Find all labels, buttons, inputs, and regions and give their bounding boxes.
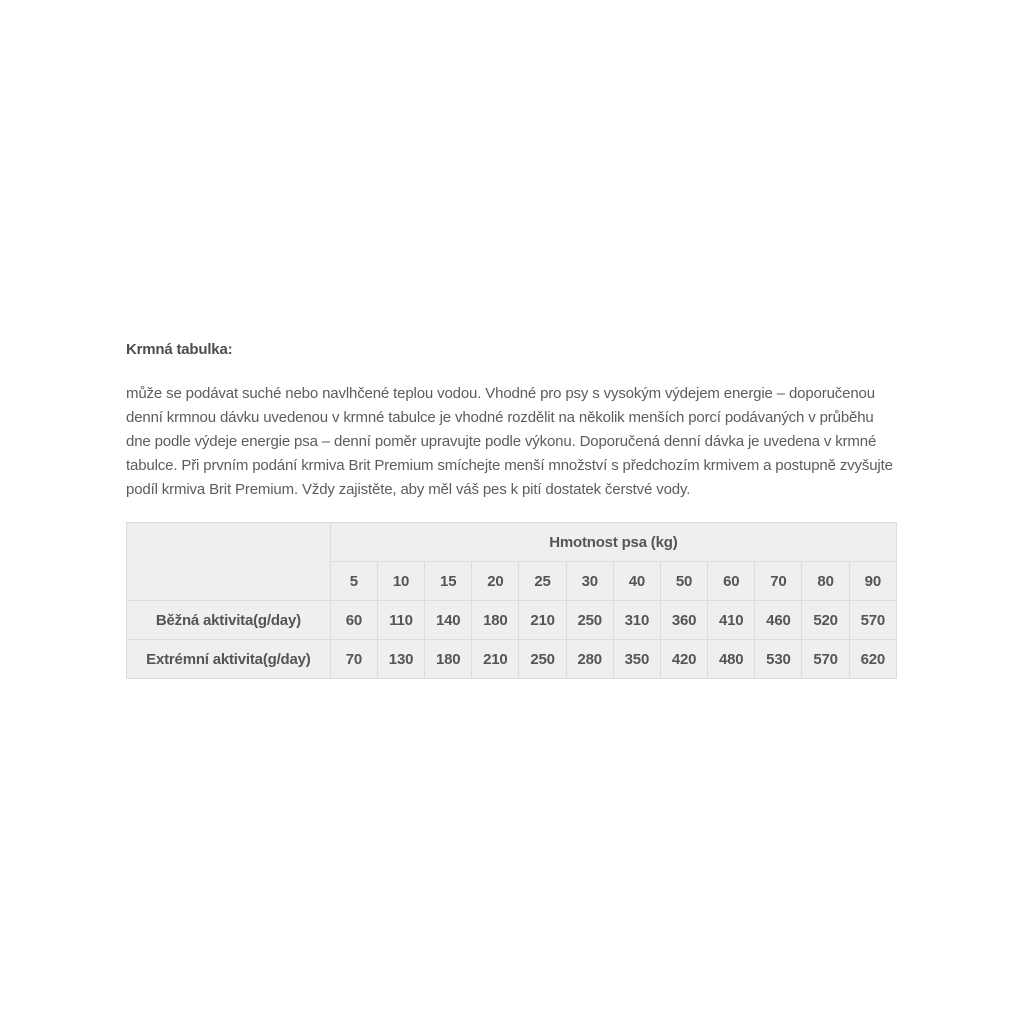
value-cell: 140 [425,601,472,640]
row-label: Extrémní aktivita(g/day) [127,640,331,679]
feeding-description: může se podávat suché nebo navlhčené teplou vodou. Vhodné pro psy s vysokým výdejem energie – doporučenou denní krmnou dávku uvedenou v krmné tabulce je vhodné rozdělit na několik menších porcí podávaných v průběhu dne podle výdeje energie psa – denní poměr upravujte podle výkonu. Doporučená denní dávka je uvedena v krmné tabulce. Při prvním podání krmiva Brit Premium smíchejte menší množství s předchozím krmivem a postupně zvyšujte podíl krmiva Brit Premium. Vždy zajistěte, aby měl váš pes k pití dostatek čerstvé vody. [126,385,893,498]
value-cell: 70 [330,640,377,679]
weight-cell: 60 [708,562,755,601]
value-cell: 210 [519,601,566,640]
value-cell: 280 [566,640,613,679]
weight-cell: 40 [613,562,660,601]
weight-cell: 20 [472,562,519,601]
feeding-section [126,338,897,679]
weight-cell: 5 [330,562,377,601]
value-cell: 210 [472,640,519,679]
value-cell: 250 [519,640,566,679]
weight-cell: 10 [377,562,424,601]
value-cell: 620 [849,640,896,679]
weight-cell: 70 [755,562,802,601]
value-cell: 180 [425,640,472,679]
weight-cell: 25 [519,562,566,601]
value-cell: 180 [472,601,519,640]
value-cell: 360 [660,601,707,640]
weight-cell: 90 [849,562,896,601]
value-cell: 570 [802,640,849,679]
table-corner-cell [127,523,331,601]
value-cell: 110 [377,601,424,640]
value-cell: 310 [613,601,660,640]
weight-cell: 30 [566,562,613,601]
value-cell: 350 [613,640,660,679]
value-cell: 520 [802,601,849,640]
value-cell: 460 [755,601,802,640]
value-cell: 60 [330,601,377,640]
value-cell: 250 [566,601,613,640]
value-cell: 570 [849,601,896,640]
table-row-extreme-activity [127,640,897,679]
value-cell: 130 [377,640,424,679]
value-cell: 410 [708,601,755,640]
feeding-table [126,522,897,679]
table-header-row [127,523,897,562]
weight-cell: 50 [660,562,707,601]
weight-header: Hmotnost psa (kg) [330,523,896,562]
row-label: Běžná aktivita(g/day) [127,601,331,640]
section-heading: Krmná tabulka: [126,341,233,358]
weight-cell: 80 [802,562,849,601]
table-row-normal-activity [127,601,897,640]
value-cell: 420 [660,640,707,679]
value-cell: 480 [708,640,755,679]
value-cell: 530 [755,640,802,679]
weight-cell: 15 [425,562,472,601]
